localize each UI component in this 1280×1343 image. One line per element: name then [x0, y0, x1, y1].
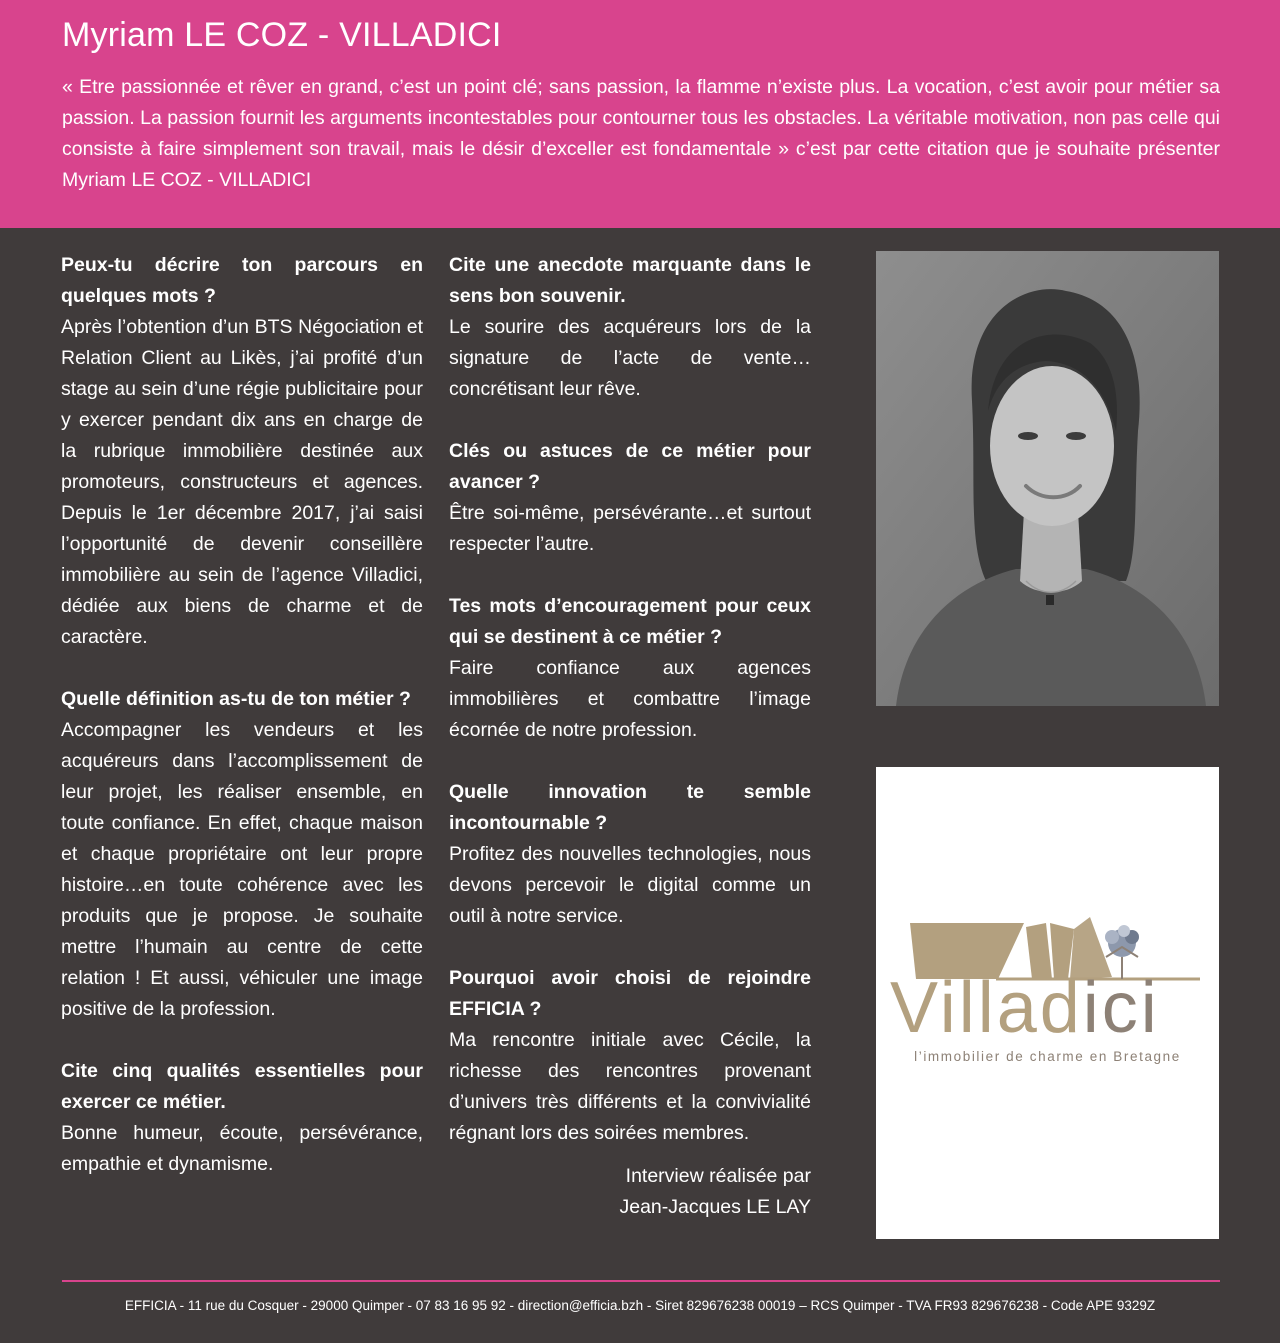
qa-block [61, 1056, 423, 1180]
qa-block [61, 684, 423, 1025]
intro-quote: « Etre passionnée et rêver en grand, c’est un point clé; sans passion, la flamme n’existe plus. La vocation, c’est avoir pour métier sa passion. La passion fournit les arguments incontestables pour contourner tous les obstacles. La véritable motivation, non pas celle qui consiste à faire simplement son travail, mais le désir d’exceller est fondamentale » c’est par cette citation que je souhaite présenter Myriam LE COZ - VILLADICI [62, 76, 1220, 191]
question: Peux-tu décrire ton parcours en quelques mots ? [61, 254, 423, 307]
credit-line: Interview réalisée par [625, 1165, 811, 1187]
interviewer-name: Jean-Jacques LE LAY [619, 1196, 811, 1218]
answer: Profitez des nouvelles technologies, nous devons percevoir le digital comme un outil à notre service. [449, 843, 811, 927]
logo-word-part2: ici [1082, 968, 1160, 1048]
logo-tagline: l’immobilier de charme en Bretagne [914, 1049, 1181, 1064]
page-title: Myriam LE COZ - VILLADICI [62, 16, 502, 54]
interview-column-left [61, 250, 423, 1211]
logo-wordmark [890, 968, 1160, 1048]
question: Tes mots d’encouragement pour ceux qui se destinent à ce métier ? [449, 595, 811, 648]
portrait-photo [876, 251, 1219, 706]
header-banner [0, 0, 1280, 228]
qa-block [449, 436, 811, 560]
answer: Le sourire des acquéreurs lors de la signature de l’acte de vente…concrétisant leur rêve. [449, 316, 811, 400]
footer-divider [62, 1280, 1220, 1282]
villadici-logo [876, 767, 1219, 1239]
question: Cite une anecdote marquante dans le sens bon souvenir. [449, 254, 811, 307]
qa-block [449, 250, 811, 405]
interview-column-right [449, 250, 811, 1223]
answer: Accompagner les vendeurs et les acquéreurs dans l’accomplissement de leur projet, les réaliser ensemble, en toute confiance. En effet, chaque maison et chaque propriétaire ont leur propre histoire…en toute cohérence avec les produits que je propose. Je souhaite mettre l’humain au centre de cette relation ! Et aussi, véhiculer une image positive de la profession. [61, 719, 423, 1020]
question: Clés ou astuces de ce métier pour avancer ? [449, 440, 811, 493]
question: Quelle définition as-tu de ton métier ? [61, 688, 411, 710]
qa-block [61, 250, 423, 653]
answer: Faire confiance aux agences immobilières et combattre l’image écornée de notre profession. [449, 657, 811, 741]
interview-credit [449, 1161, 811, 1223]
logo-word-part1: Villad [890, 968, 1083, 1048]
answer: Ma rencontre initiale avec Cécile, la richesse des rencontres provenant d’univers très différents et la convivialité régnant lors des soirées membres. [449, 1029, 811, 1144]
answer: Être soi-même, persévérante…et surtout respecter l’autre. [449, 502, 811, 555]
qa-block [449, 591, 811, 746]
question: Cite cinq qualités essentielles pour exercer ce métier. [61, 1060, 423, 1113]
answer: Bonne humeur, écoute, persévérance, empathie et dynamisme. [61, 1122, 423, 1175]
qa-block [449, 777, 811, 932]
answer: Après l’obtention d’un BTS Négociation et Relation Client au Likès, j’ai profité d’un stage au sein d’une régie publicitaire pour y exercer pendant dix ans en charge de la rubrique immobilière destinée aux promoteurs, constructeurs et agences. Depuis le 1er décembre 2017, j’ai saisi l’opportunité de devenir conseillère immobilière au sein de l’agence Villadici, dédiée aux biens de charme et de caractère. [61, 316, 423, 648]
question: Pourquoi avoir choisi de rejoindre EFFICIA ? [449, 967, 811, 1020]
portrait-illustration [876, 251, 1219, 706]
footer-contact: EFFICIA - 11 rue du Cosquer - 29000 Quimper - 07 83 16 95 92 - direction@efficia.bzh - Siret 829676238 00019 – RCS Quimper - TVA FR93 829676238 - Code APE 9329Z [124, 1298, 1156, 1313]
qa-block [449, 963, 811, 1149]
question: Quelle innovation te semble incontournable ? [449, 781, 811, 834]
